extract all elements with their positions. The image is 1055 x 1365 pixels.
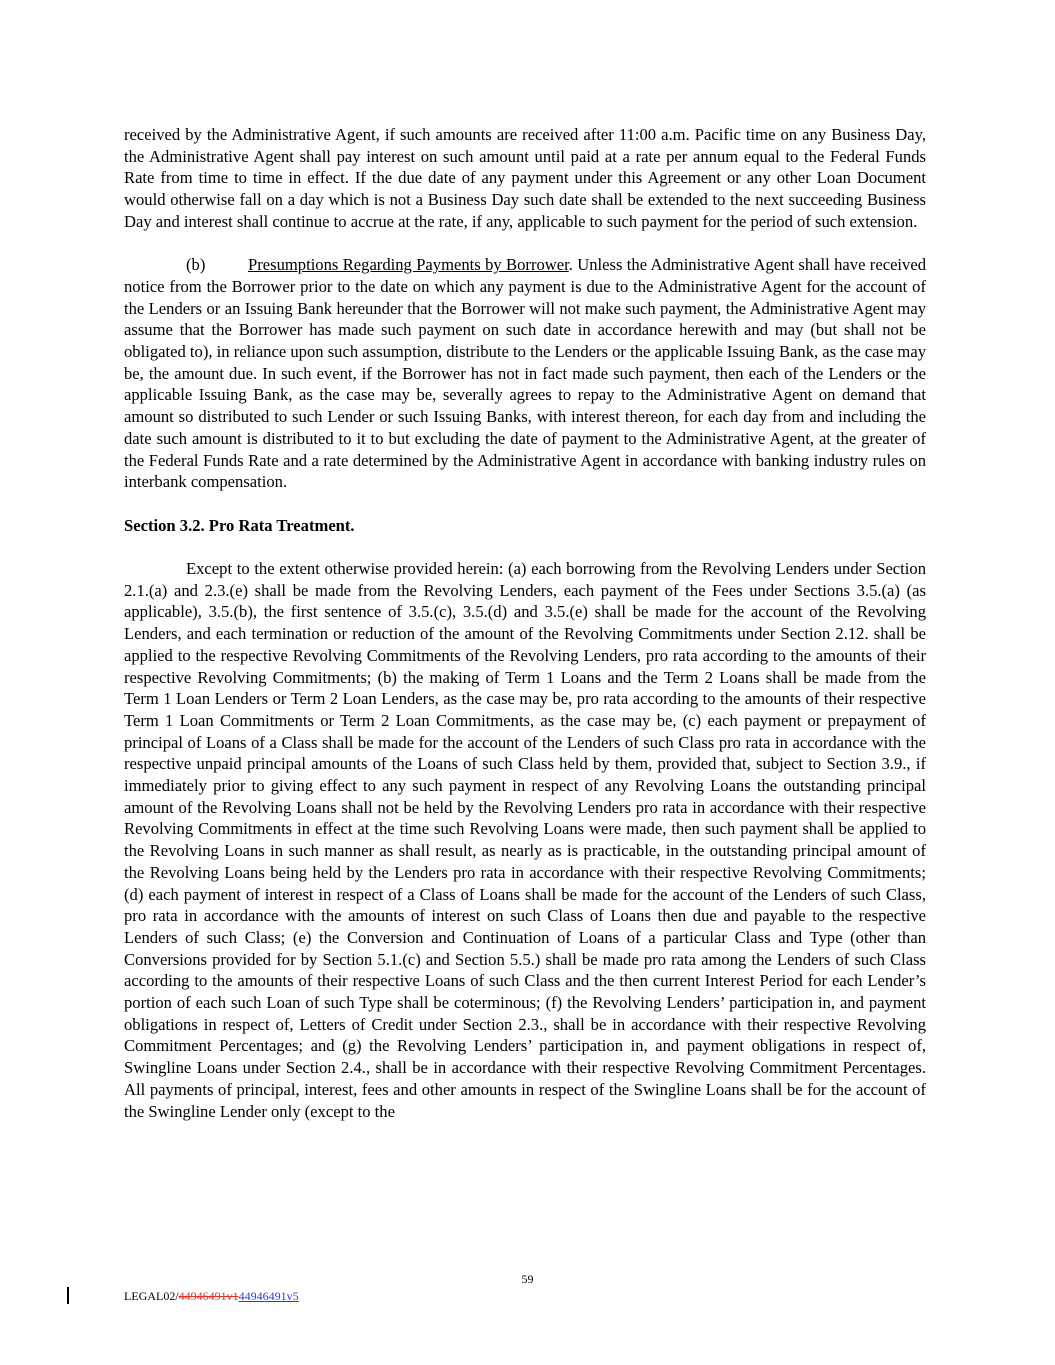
doc-id-deleted: 44946491v1: [178, 1289, 239, 1303]
clause-label-b: (b): [186, 255, 206, 275]
document-page: [124, 124, 926, 1144]
page-number: 59: [521, 1272, 534, 1286]
clause-heading-presumptions: Presumptions Regarding Payments by Borrower: [248, 255, 569, 275]
revision-change-bar: [67, 1287, 69, 1304]
doc-id-prefix: LEGAL02/: [124, 1289, 179, 1303]
paragraph-pro-rata: Except to the extent otherwise provided herein: (a) each borrowing from the Revolving Lenders under Section 2.1.(a) and 2.3.(e) shall be made from the Revolving Lenders, each payment of the Fees under Sections 3.5.(a) (as applicable), 3.5.(b), the first sentence of 3.5.(c), 3.5.(d) and 3.5.(e) shall be made for the account of the Revolving Lenders, and each termination or reduction of the amount of the Revolving Commitments under Section 2.12. shall be applied to the respective Revolving Commitments of the Revolving Lenders, pro rata according to the amounts of their respective Revolving Commitments; (b) the making of Term 1 Loans and the Term 2 Loans shall be made from the Term 1 Loan Lenders or Term 2 Loan Lenders, as the case may be, pro rata according to the amounts of their respective Term 1 Loan Commitments or Term 2 Loan Commitments, as the case may be, (c) each payment or prepayment of principal of Loans of a Class shall be made for the account of the Lenders of such Class pro rata in accordance with the respective unpaid principal amounts of the Loans of such Class held by them, provided that, subject to Section 3.9., if immediately prior to giving effect to any such payment in respect of any Revolving Loans the outstanding principal amount of the Revolving Loans shall not be held by the Revolving Lenders pro rata in accordance with their respective Revolving Commitments in effect at the time such Revolving Loans were made, then such payment shall be applied to the Revolving Loans in such manner as shall result, as nearly as is practicable, in the outstanding principal amount of the Revolving Loans being held by the Lenders pro rata in accordance with their respective Revolving Commitments; (d) each payment of interest in respect of a Class of Loans shall be made for the account of the Lenders of such Class, pro rata in accordance with the amounts of interest on such Class of Loans then due and payable to the respective Lenders of such Class; (e) the Conversion and Continuation of Loans of a particular Class and Type (other than Conversions provided for by Section 5.1.(c) and Section 5.5.) shall be made pro rata among the Lenders of such Class according to the amounts of their respective Loans of such Class and the then current Interest Period for each Lender’s portion of each such Loan of such Type shall be coterminous; (f) the Revolving Lenders’ participation in, and payment obligations in respect of, Letters of Credit under Section 2.3., shall be in accordance with their respective Revolving Commitment Percentages; and (g) the Revolving Lenders’ participation in, and payment obligations in respect of, Swingline Loans under Section 2.4., shall be in accordance with their respective Revolving Commitment Percentages. All payments of principal, interest, fees and other amounts in respect of the Swingline Loans shall be for the account of the Swingline Lender only (except to the: [124, 559, 926, 1121]
paragraph-continuation: received by the Administrative Agent, if such amounts are received after 11:00 a.m. Pacific time on any Business Day, the Administrative Agent shall pay interest on such amount until paid at a rate per annum equal to the Federal Funds Rate from time to time in effect. If the due date of any payment under this Agreement or any other Loan Document would otherwise fall on a day which is not a Business Day such date shall be extended to the next succeeding Business Day and interest shall continue to accrue at the rate, if any, applicable to such payment for the period of such extension.: [124, 125, 926, 231]
section-heading-3-2: Section 3.2. Pro Rata Treatment.: [124, 515, 355, 535]
clause-body-presumptions: . Unless the Administrative Agent shall have received notice from the Borrower prior to the date on which any payment is due to the Administrative Agent for the account of the Lenders or an Issuing Bank hereunder that the Borrower will not make such payment, the Administrative Agent may assume that the Borrower has made such payment on such date in accordance herewith and may (but shall not be obligated to), in reliance upon such assumption, distribute to the Lenders or the applicable Issuing Bank, as the case may be, the amount due. In such event, if the Borrower has not in fact made such payment, then each of the Lenders or the applicable Issuing Bank, as the case may be, severally agrees to repay to the Administrative Agent on demand that amount so distributed to such Lender or such Issuing Banks, with interest thereon, for each day from and including the date such amount is distributed to it to but excluding the date of payment to the Administrative Agent, at the greater of the Federal Funds Rate and a rate determined by the Administrative Agent in accordance with banking industry rules on interbank compensation.: [124, 255, 926, 492]
doc-id-inserted: 44946491v5: [238, 1289, 299, 1303]
paragraph-b: [124, 254, 926, 493]
document-id-footer: [124, 1289, 299, 1304]
